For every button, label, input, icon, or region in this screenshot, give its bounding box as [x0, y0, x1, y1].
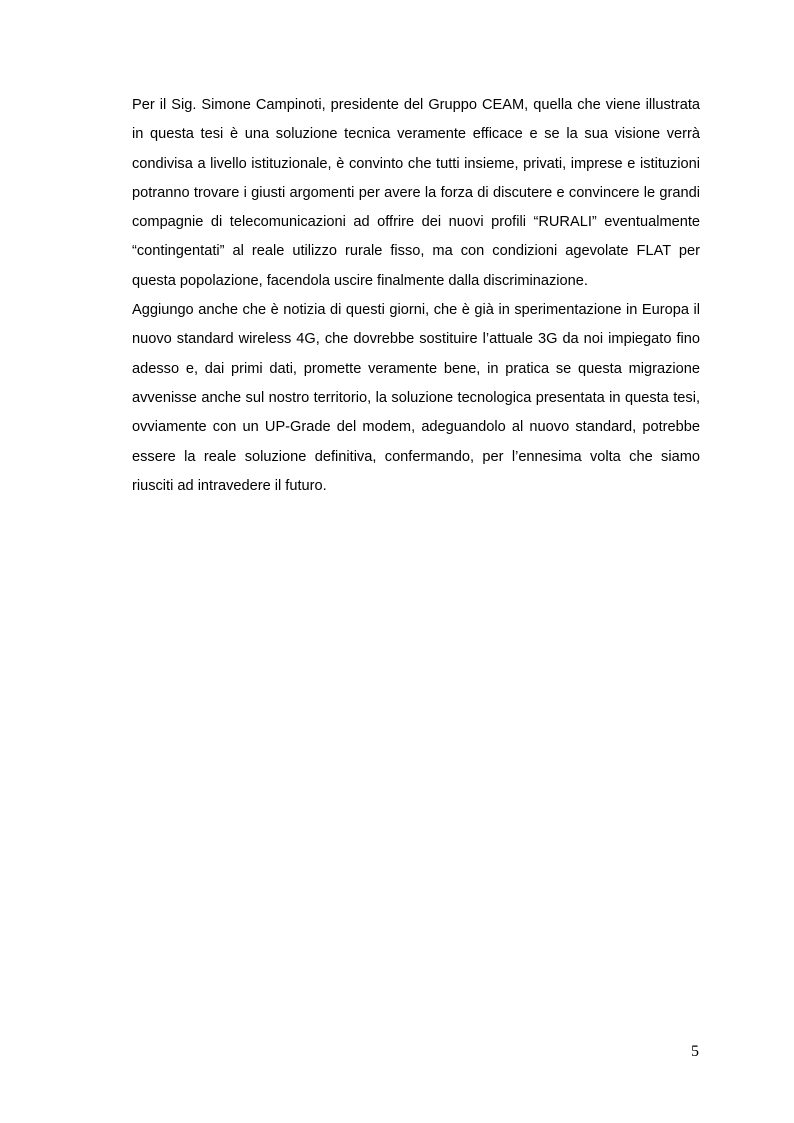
- body-text: [132, 91, 700, 501]
- page-number: 5: [691, 1043, 699, 1060]
- paragraph-2: Aggiungo anche che è notizia di questi giorni, che è già in sperimentazione in Europa il nuovo standard wireless 4G, che dovrebbe sostituire l’attuale 3G da noi impiegato fino adesso e, dai primi dati, promette veramente bene, in pratica se questa migrazione avvenisse anche sul nostro territorio, la soluzione tecnologica presentata in questa tesi, ovviamente con un UP-Grade del modem, adeguandolo al nuovo standard, potrebbe essere la reale soluzione definitiva, confermando, per l’ennesima volta che siamo riusciti ad intravedere il futuro.: [132, 302, 700, 494]
- paragraph-1: Per il Sig. Simone Campinoti, presidente del Gruppo CEAM, quella che viene illustrata in questa tesi è una soluzione tecnica veramente efficace e se la sua visione verrà condivisa a livello istituzionale, è convinto che tutti insieme, privati, imprese e istituzioni potranno trovare i giusti argomenti per avere la forza di discutere e convincere le grandi compagnie di telecomunicazioni ad offrire dei nuovi profili “RURALI” eventualmente “contingentati” al reale utilizzo rurale fisso, ma con condizioni agevolate FLAT per questa popolazione, facendola uscire finalmente dalla discriminazione.: [132, 97, 700, 289]
